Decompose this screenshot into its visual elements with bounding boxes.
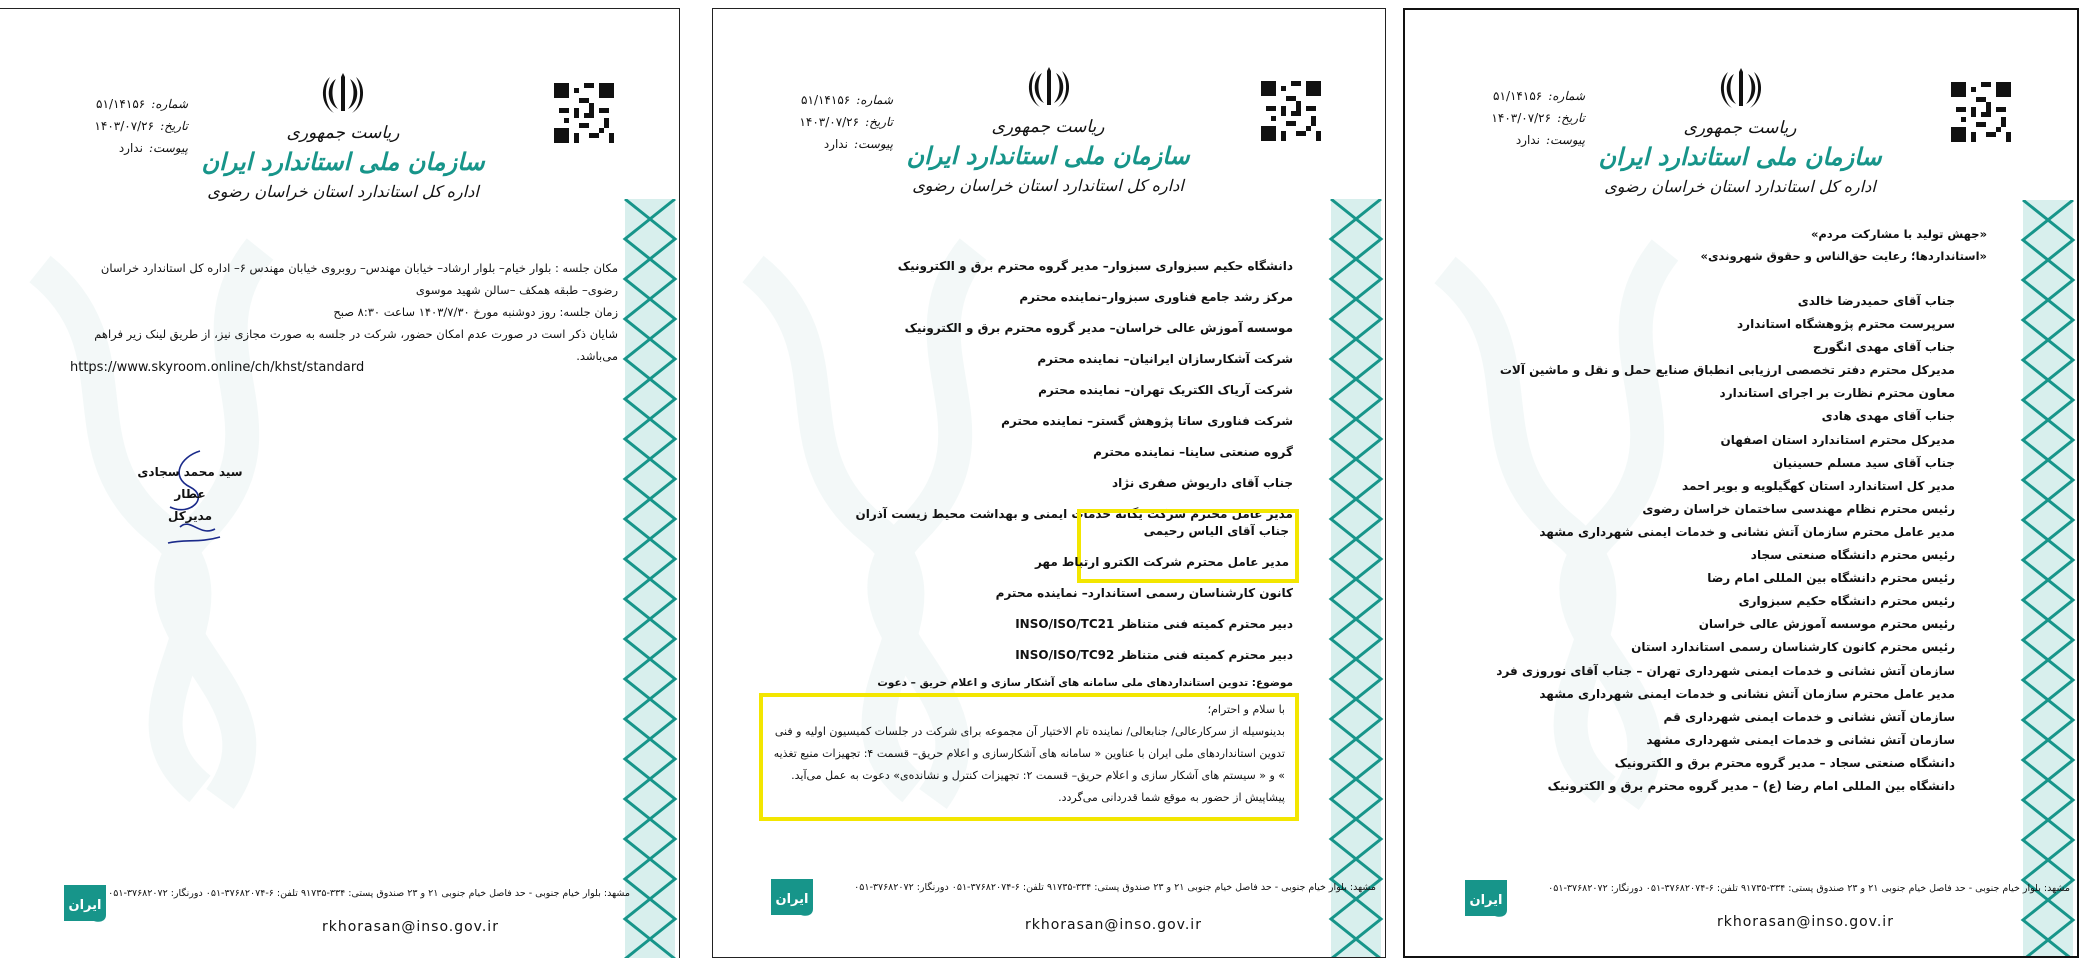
- recipient-item: سرپرست محترم پژوهشگاه استاندارد: [1737, 317, 1955, 332]
- letter-number: ۵۱/۱۴۱۵۶: [96, 97, 146, 111]
- recipient-item: دبیر محترم کمیته فنی متناظر INSO/ISO/TC92: [1015, 648, 1293, 662]
- header-presidency: ریاست جمهوری: [1683, 118, 1797, 138]
- iran-emblem-icon: [1716, 66, 1766, 110]
- recipient-item: مدیر عامل محترم شرکت الکترو ارتباط مهر: [1034, 555, 1289, 569]
- header-organization: سازمان ملی استاندارد ایران: [201, 147, 485, 176]
- footer-address: مشهد: بلوار خیام جنوبی - حد فاصل خیام جنوبی ۲۱ و ۲۳ صندوق پستی: ۳۳۴-۹۱۷۳۵ تلفن: ۶-۳۷۶۸۲۰۷۴-۰۵۱ دورنگار: ۳۷۶۸۲۰۷۲-۰۵۱: [1548, 883, 2070, 894]
- recipient-item: جناب آقای سید مسلم حسینیان: [1772, 455, 1955, 470]
- letter-number: ۵۱/۱۴۱۵۶: [1493, 89, 1543, 103]
- slogan-2: «استانداردها؛ رعایت حق‌الناس و حقوق شهروندی»: [1700, 249, 1987, 263]
- qr-code: [1951, 82, 2011, 142]
- slogans: [1567, 223, 1987, 267]
- recipient-item: رئیس محترم کانون کارشناسان رسمی استاندارد استان: [1631, 640, 1955, 655]
- footer-address: مشهد: بلوار خیام جنوبی - حد فاصل خیام جنوبی ۲۱ و ۲۳ صندوق پستی: ۳۳۴-۹۱۷۳۵ تلفن: ۶-۳۷۶۸۲۰۷۴-۰۵۱ دورنگار: ۳۷۶۸۲۰۷۲-۰۵۱: [108, 888, 630, 899]
- recipient-item: سازمان آتش نشانی و خدمات ایمنی شهرداری مشهد: [1646, 732, 1955, 747]
- footer-email: rkhorasan@inso.gov.ir: [1025, 917, 1202, 933]
- signature-block: [120, 461, 260, 527]
- inso-logo: [58, 881, 112, 925]
- recipient-item: دانشگاه بین المللی امام رضا (ع) – مدیر گروه محترم برق و الکترونیک: [1547, 778, 1955, 793]
- decorative-band: [2019, 200, 2077, 958]
- meeting-location: مکان جلسه : بلوار خیام– بلوار ارشاد– خیابان مهندس– روبروی خیابان مهندس ۶– اداره کل استاندارد خراسان رضوی– طبقه همکف –سالن شهید موسوی: [100, 261, 618, 297]
- recipient-item: مدیر کل استاندارد استان کهگیلویه و بویر احمد: [1682, 478, 1955, 493]
- header-department: اداره کل استاندارد استان خراسان رضوی: [912, 176, 1184, 195]
- header-presidency: ریاست جمهوری: [286, 123, 400, 143]
- footer-email: rkhorasan@inso.gov.ir: [1717, 914, 1894, 930]
- signer-title: مدیرکل: [167, 509, 213, 523]
- slogan-1: «جهش تولید با مشارکت مردم»: [1810, 227, 1987, 241]
- letter-meta: شماره:۵۱/۱۴۱۵۶ تاریخ:۱۴۰۳/۰۷/۲۶ پیوست:ندارد: [1491, 89, 1585, 147]
- letter-body: [773, 699, 1285, 809]
- recipient-item: مدیر عامل محترم شرکت یگانه خدمات ایمنی و بهداشت محیط زیست آذران: [855, 507, 1293, 521]
- recipient-item: رئیس محترم دانشگاه صنعتی سجاد: [1750, 548, 1955, 563]
- recipient-item: جناب آقای مهدی هادی: [1821, 409, 1955, 424]
- recipient-item: معاون محترم نظارت بر اجرای استاندارد: [1719, 386, 1955, 401]
- letter-page-2: [712, 8, 1386, 958]
- recipient-item: جناب آقای حمیدرضا خالدی: [1797, 294, 1955, 308]
- recipient-item: جناب آقای داریوش صفری نژاد: [1111, 476, 1293, 490]
- recipient-item: دانشگاه حکیم سبزواری سبزوار– مدیر گروه محترم برق و الکترونیک: [897, 259, 1293, 273]
- recipient-item: دبیر محترم کمیته فنی متناظر INSO/ISO/TC21: [1015, 617, 1293, 631]
- recipient-item: مدیرکل محترم دفتر تخصصی ارزیابی انطباق صنایع حمل و نقل و ماشین آلات: [1499, 363, 1955, 378]
- letter-page-1: [1403, 8, 2079, 958]
- letter-attachment: ندارد: [1515, 133, 1540, 147]
- recipient-item: جناب آقای الیاس رحیمی: [1143, 524, 1289, 538]
- letter-meta: شماره:۵۱/۱۴۱۵۶ تاریخ:۱۴۰۳/۰۷/۲۶ پیوست:ندارد: [94, 97, 188, 155]
- iran-emblem-icon: [1024, 65, 1074, 109]
- body-paragraph: بدینوسیله از سرکارعالی/ جنابعالی/ نماینده تام الاختیار آن مجموعه برای شرکت در جلسات کمیسیون اولیه و فنی تدوین استانداردهای ملی ایران با عناوین « سامانه های آشکارسازی و اعلام حریق– قسمت ۴: تجهیزات منبع تغذیه » و « سیستم های آشکار سازی و اعلام حریق– قسمت ۲: تجهیزات کنترل و نشانده‌ی» دعوت به عمل می‌آید. پیشاپیش از حضور به موقع شما قدردانی می‌گردد.: [773, 725, 1285, 804]
- recipient-item: سازمان آتش نشانی و خدمات ایمنی شهرداری قم: [1663, 709, 1955, 724]
- svg-text:ایران: ایران: [68, 898, 102, 913]
- recipient-item: رئیس محترم موسسه آموزش عالی خراسان: [1698, 617, 1955, 632]
- letter-date: ۱۴۰۳/۰۷/۲۶: [94, 119, 155, 133]
- footer-email: rkhorasan@inso.gov.ir: [322, 919, 499, 935]
- letter-meta: شماره:۵۱/۱۴۱۵۶ تاریخ:۱۴۰۳/۰۷/۲۶ پیوست:ندارد: [799, 93, 893, 151]
- recipient-item: کانون کارشناسان رسمی استاندارد– نماینده محترم: [995, 586, 1293, 600]
- header-department: اداره کل استاندارد استان خراسان رضوی: [207, 182, 479, 201]
- qr-code: [554, 83, 614, 143]
- recipient-list: [1465, 290, 1955, 798]
- meeting-link[interactable]: https://www.skyroom.online/ch/khst/standard: [70, 360, 365, 375]
- inso-logo: [765, 875, 819, 919]
- letter-attachment: ندارد: [118, 141, 143, 155]
- subject-line: موضوع: تدوین استانداردهای ملی سامانه های آشکار سازی و اعلام حریق – دعوت: [877, 677, 1293, 689]
- header-presidency: ریاست جمهوری: [991, 117, 1105, 137]
- footer-address: مشهد: بلوار خیام جنوبی - حد فاصل خیام جنوبی ۲۱ و ۲۳ صندوق پستی: ۳۳۴-۹۱۷۳۵ تلفن: ۶-۳۷۶۸۲۰۷۴-۰۵۱ دورنگار: ۳۷۶۸۲۰۷۲-۰۵۱: [854, 882, 1376, 893]
- recipient-item: شرکت فناوری ساتا پژوهش گستر– نماینده محترم: [1001, 414, 1293, 428]
- recipient-item: موسسه آموزش عالی خراسان– مدیر گروه محترم برق و الکترونیک: [904, 321, 1293, 335]
- header-organization: سازمان ملی استاندارد ایران: [906, 141, 1190, 170]
- letter-date: ۱۴۰۳/۰۷/۲۶: [1491, 111, 1552, 125]
- decorative-band: [621, 199, 679, 958]
- recipient-item: جناب آقای مهدی انگورج: [1812, 340, 1955, 355]
- header-department: اداره کل استاندارد استان خراسان رضوی: [1604, 177, 1876, 196]
- signer-name: سید محمد سجادی عطار: [137, 465, 243, 501]
- recipient-item: شرکت آشکارسازان ایرانیان– نماینده محترم: [1037, 352, 1293, 366]
- letter-attachment: ندارد: [823, 137, 848, 151]
- decorative-band: [1327, 199, 1385, 958]
- recipient-list: [753, 251, 1293, 530]
- letter-header: [883, 115, 1213, 199]
- highlighted-recipient: [753, 516, 1289, 578]
- recipient-item: رئیس محترم نظام مهندسی ساختمان خراسان رضوی: [1642, 501, 1955, 516]
- recipient-item: مدیرکل محترم استاندارد استان اصفهان: [1720, 432, 1955, 447]
- recipient-list: [753, 578, 1293, 671]
- letter-header: [178, 121, 508, 205]
- recipient-item: مدیر عامل محترم سازمان آتش نشانی و خدمات ایمنی شهرداری مشهد: [1539, 524, 1955, 539]
- recipient-item: رئیس محترم دانشگاه حکیم سبزواری: [1738, 594, 1955, 609]
- letter-header: [1575, 116, 1905, 200]
- header-organization: سازمان ملی استاندارد ایران: [1598, 142, 1882, 171]
- virtual-note: شایان ذکر است در صورت عدم امکان حضور، شرکت در جلسه به صورت مجازی نیز، از طریق لینک زیر فراهم می‌باشد.: [94, 327, 618, 363]
- qr-code: [1261, 81, 1321, 141]
- iran-emblem-icon: [318, 71, 368, 115]
- recipient-item: دانشگاه صنعتی سجاد – مدیر گروه محترم برق و الکترونیک: [1614, 755, 1955, 770]
- inso-logo: [1459, 876, 1513, 920]
- greeting: با سلام و احترام؛: [1207, 703, 1285, 716]
- svg-text:ایران: ایران: [775, 892, 809, 907]
- svg-text:ایران: ایران: [1469, 893, 1503, 908]
- letter-number: ۵۱/۱۴۱۵۶: [801, 93, 851, 107]
- recipient-item: گروه صنعتی ساینا– نماینده محترم: [1093, 445, 1293, 459]
- recipient-item: مدیر عامل محترم سازمان آتش نشانی و خدمات ایمنی شهرداری مشهد: [1539, 686, 1955, 701]
- recipient-item: سازمان آتش نشانی و خدمات ایمنی شهرداری تهران – جناب آقای نوروزی فرد: [1496, 663, 1955, 678]
- letter-page-3: [0, 8, 680, 958]
- meeting-time: زمان جلسه: روز دوشنبه مورخ ۱۴۰۳/۷/۳۰ ساعت ۸:۳۰ صبح: [333, 305, 618, 319]
- recipient-item: شرکت آریاک الکتریک تهران– نماینده محترم: [1038, 383, 1293, 397]
- meeting-details: [62, 257, 618, 367]
- letter-date: ۱۴۰۳/۰۷/۲۶: [799, 115, 860, 129]
- recipient-item: مرکز رشد جامع فناوری سبزوار–نماینده محترم: [1019, 290, 1293, 304]
- recipient-item: رئیس محترم دانشگاه بین المللی امام رضا: [1707, 571, 1955, 586]
